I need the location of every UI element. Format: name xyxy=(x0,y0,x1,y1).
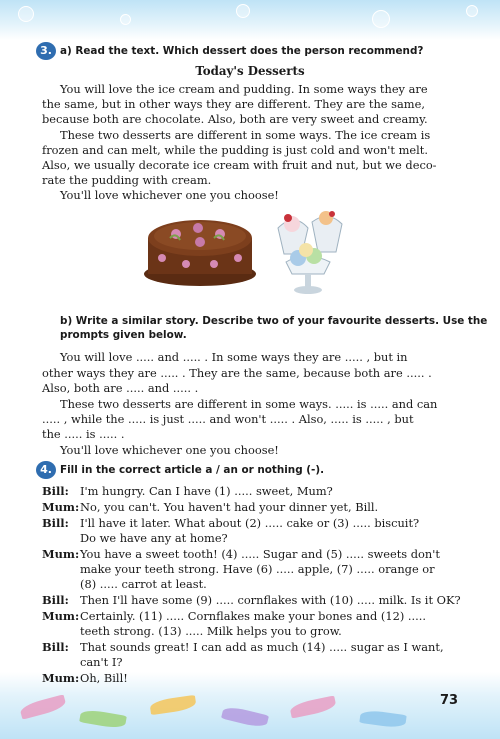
page-number: 73 xyxy=(440,693,459,708)
text-line: These two desserts are different in some ways. The ice cream is xyxy=(60,128,431,142)
prompt-line: Also, both are ..... and ..... . xyxy=(42,381,199,395)
decor-bubble xyxy=(18,6,34,22)
dialogue-line: Then I'll have some (9) ..... cornflakes with (10) ..... milk. Is it OK? xyxy=(80,593,461,607)
dialogue-line: (8) ..... carrot at least. xyxy=(80,577,207,591)
top-decorative-band xyxy=(0,0,500,40)
prompt-line: These two desserts are different in some ways. ..... is ..... and can xyxy=(60,397,438,411)
decor-bubble xyxy=(236,4,250,18)
text-line: because both are chocolate. Also, both are very sweet and creamy. xyxy=(42,112,428,126)
exercise-number-badge: 4. xyxy=(36,461,56,479)
text-title: Today's Desserts xyxy=(195,64,305,78)
ice-cream-dessert-image xyxy=(272,206,354,298)
dialogue-speaker: Bill: xyxy=(42,640,69,654)
exercise-3a-instruction: a) Read the text. Which dessert does the person recommend? xyxy=(60,45,424,57)
dialogue-line: Certainly. (11) ..... Cornflakes make your bones and (12) ..... xyxy=(80,609,427,623)
text-line: You'll love whichever one you choose! xyxy=(60,188,279,202)
text-line: frozen and can melt, while the pudding is just cold and won't melt. xyxy=(42,143,429,157)
dialogue-line: Do we have any at home? xyxy=(80,531,228,545)
dialogue-speaker: Mum: xyxy=(42,671,80,685)
dialogue-line: That sounds great! I can add as much (14) ..... sugar as I want, xyxy=(80,640,444,654)
text-line: the same, but in other ways they are different. They are the same, xyxy=(42,97,425,111)
exercise-4-instruction: Fill in the correct article a / an or nothing (-). xyxy=(60,464,325,476)
prompt-line: the ..... is ..... . xyxy=(42,427,125,441)
dialogue-line: teeth strong. (13) ..... Milk helps you to grow. xyxy=(80,624,342,638)
decor-bubble xyxy=(466,5,478,17)
dialogue-line: You have a sweet tooth! (4) ..... Sugar and (5) ..... sweets don't xyxy=(80,547,440,561)
dialogue-line: Oh, Bill! xyxy=(80,671,128,685)
prompt-line: other ways they are ..... . They are the same, because both are ..... . xyxy=(42,366,432,380)
dialogue-line: I'll have it later. What about (2) ..... cake or (3) ..... biscuit? xyxy=(80,516,420,530)
decor-bubble xyxy=(372,10,390,28)
decor-bubble xyxy=(120,14,131,25)
text-line: rate the pudding with cream. xyxy=(42,173,212,187)
text-line: Also, we usually decorate ice cream with fruit and nut, but we deco- xyxy=(42,158,437,172)
prompt-line: ..... , while the ..... is just ..... and won't ..... . Also, ..... is ..... , but xyxy=(42,412,414,426)
dialogue-speaker: Bill: xyxy=(42,593,69,607)
prompt-line: You'll love whichever one you choose! xyxy=(60,443,279,457)
dialogue-line: I'm hungry. Can I have (1) ..... sweet, Mum? xyxy=(80,484,333,498)
text-line: You will love the ice cream and pudding. In some ways they are xyxy=(60,82,428,96)
dialogue-line: make your teeth strong. Have (6) ..... apple, (7) ..... orange or xyxy=(80,562,435,576)
dialogue-line: No, you can't. You haven't had your dinner yet, Bill. xyxy=(80,500,379,514)
dialogue-speaker: Mum: xyxy=(42,547,80,561)
dialogue-speaker: Mum: xyxy=(42,609,80,623)
exercise-3b-instruction: b) Write a similar story. Describe two of your favourite desserts. Use the xyxy=(60,315,488,327)
chocolate-cake-image xyxy=(140,208,260,290)
exercise-number-badge: 3. xyxy=(36,42,56,60)
dialogue-line: can't I? xyxy=(80,655,123,669)
exercise-3b-instruction: prompts given below. xyxy=(60,329,187,341)
dialogue-speaker: Bill: xyxy=(42,484,69,498)
prompt-line: You will love ..... and ..... . In some ways they are ..... , but in xyxy=(60,350,408,364)
dialogue-speaker: Mum: xyxy=(42,500,80,514)
dialogue-speaker: Bill: xyxy=(42,516,69,530)
